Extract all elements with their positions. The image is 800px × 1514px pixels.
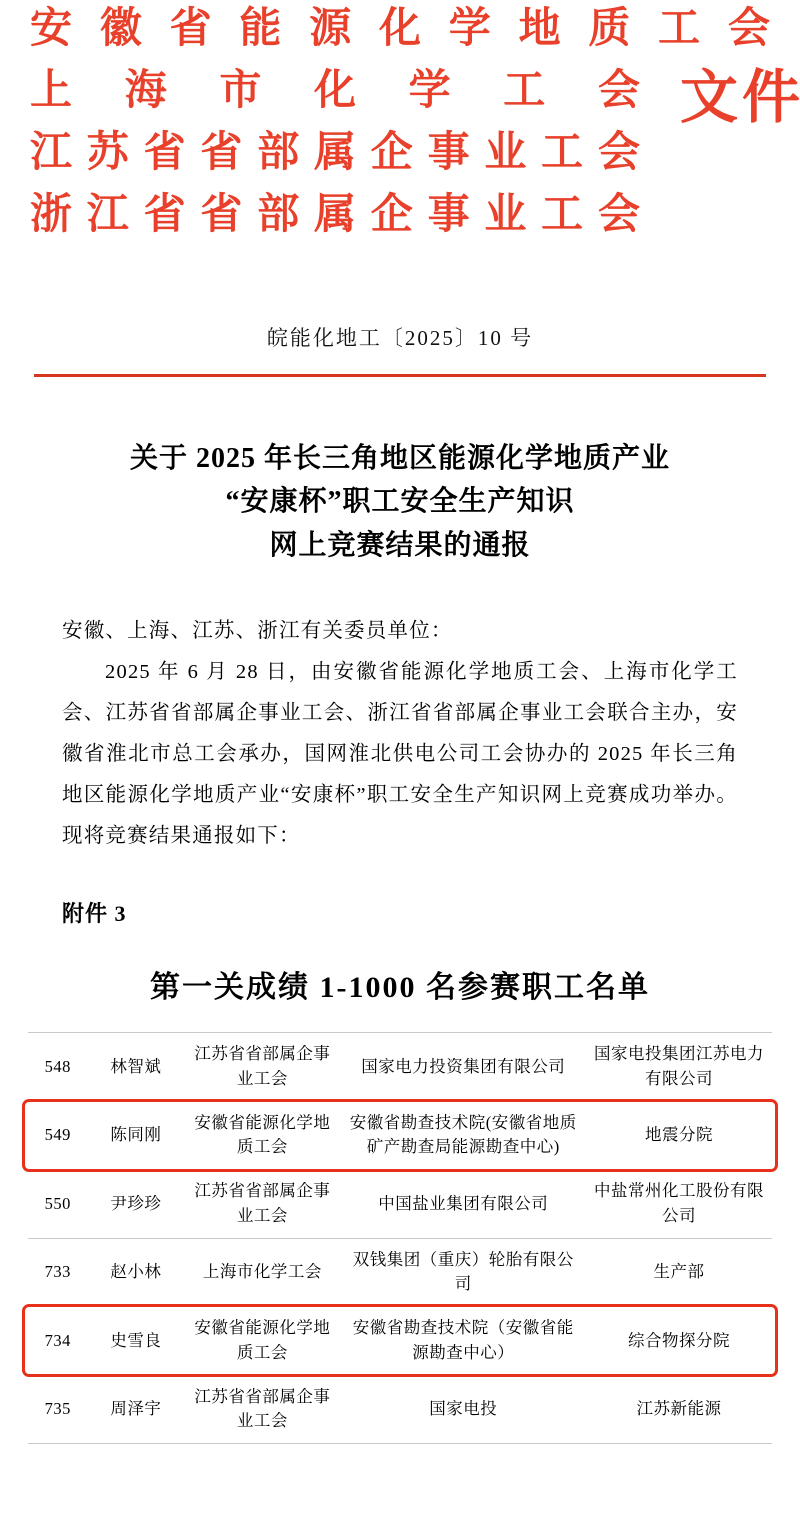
- cell-unit: 国家电投集团江苏电力有限公司: [586, 1033, 772, 1102]
- letterhead-char: 会: [597, 130, 640, 176]
- page-title-line: 网上竞赛结果的通报: [269, 529, 531, 561]
- cell-group: 安徽省勘查技术院（安徽省能源勘查中心）: [340, 1307, 586, 1376]
- letterhead-line-1: [30, 8, 770, 50]
- letterhead-char: 业: [484, 192, 527, 238]
- letterhead-line-2: [30, 70, 770, 112]
- letterhead-char: 事: [427, 192, 470, 238]
- letterhead-char: 徽: [99, 6, 142, 52]
- letterhead-char: 部: [257, 192, 300, 238]
- letterhead-row-4: [30, 194, 770, 256]
- red-divider-rule: [34, 374, 766, 377]
- document-number: 皖能化地工〔2025〕10 号: [266, 326, 534, 350]
- cell-union: 上海市化学工会: [184, 1238, 340, 1307]
- letterhead-char: 属: [313, 192, 356, 238]
- letterhead-char: 业: [484, 130, 527, 176]
- cell-group: 国家电投: [340, 1375, 586, 1444]
- letterhead-row-2: [30, 65, 770, 132]
- letterhead-char: 上: [30, 68, 73, 114]
- cell-unit: 生产部: [586, 1238, 772, 1307]
- letterhead-char: 化: [313, 68, 356, 114]
- table-row: [28, 1101, 772, 1170]
- cell-rank: 549: [28, 1101, 88, 1170]
- cell-group: 安徽省勘查技术院(安徽省地质矿产勘查局能源勘查中心): [340, 1101, 586, 1170]
- cell-rank: 735: [28, 1375, 88, 1444]
- cell-group: 中国盐业集团有限公司: [340, 1170, 586, 1239]
- letterhead-char: 海: [124, 68, 167, 114]
- letterhead-char: 会: [597, 68, 640, 114]
- cell-union: 安徽省能源化学地质工会: [184, 1307, 340, 1376]
- attachment-title: 第一关成绩 1-1000 名参赛职工名单: [150, 971, 650, 1005]
- cell-name: 尹珍珍: [88, 1170, 185, 1239]
- letterhead-char: 企: [370, 130, 413, 176]
- letterhead-char: 学: [448, 6, 491, 52]
- cell-unit: 地震分院: [586, 1101, 772, 1170]
- page-title: [90, 437, 710, 567]
- cell-unit: 中盐常州化工股份有限公司: [586, 1170, 772, 1239]
- table-row: [28, 1238, 772, 1307]
- letterhead-char: 质: [588, 6, 631, 52]
- roster-table-wrap: [28, 1032, 772, 1444]
- letterhead-stamp-char: 件: [741, 65, 800, 130]
- letterhead: [0, 0, 800, 256]
- letterhead-char: 江: [30, 130, 73, 176]
- letterhead-char: 部: [257, 130, 300, 176]
- cell-group: 双钱集团（重庆）轮胎有限公司: [340, 1238, 586, 1307]
- cell-rank: 548: [28, 1033, 88, 1102]
- letterhead-char: 省: [169, 6, 212, 52]
- letterhead-char: 江: [86, 192, 129, 238]
- letterhead-char: 能: [239, 6, 282, 52]
- letterhead-line-3: [30, 132, 770, 174]
- letterhead-char: 工: [503, 68, 546, 114]
- letterhead-char: 省: [143, 192, 186, 238]
- cell-name: 陈同刚: [88, 1101, 185, 1170]
- letterhead-char: 化: [378, 6, 421, 52]
- cell-group: 国家电力投资集团有限公司: [340, 1033, 586, 1102]
- cell-unit: 江苏新能源: [586, 1375, 772, 1444]
- letterhead-char: 工: [541, 192, 584, 238]
- cell-rank: 550: [28, 1170, 88, 1239]
- cell-name: 赵小林: [88, 1238, 185, 1307]
- letterhead-row-1: [30, 8, 770, 70]
- roster-table: [28, 1032, 772, 1444]
- letterhead-char: 学: [408, 68, 451, 114]
- cell-rank: 734: [28, 1307, 88, 1376]
- table-row: [28, 1033, 772, 1102]
- page-title-line: “安康杯”职工安全生产知识: [225, 486, 575, 518]
- cell-name: 林智斌: [88, 1033, 185, 1102]
- letterhead-char: 浙: [30, 192, 73, 238]
- letterhead-char: 属: [313, 130, 356, 176]
- body-paragraph: 2025 年 6 月 28 日，由安徽省能源化学地质工会、上海市化学工会、江苏省省部属企事业工会、浙江省省部属企事业工会联合主办，安徽省淮北市总工会承办，国网淮北供电公司工会协办的 2025 年长三角地区能源化学地质产业“安康杯”职工安全生产知识网上竞赛成功举办。现将竞赛结果通报如下：: [62, 661, 738, 848]
- table-row: [28, 1170, 772, 1239]
- letterhead-char: 会: [727, 6, 770, 52]
- letterhead-char: 工: [541, 130, 584, 176]
- letterhead-char: 源: [309, 6, 352, 52]
- cell-unit: 综合物探分院: [586, 1307, 772, 1376]
- cell-union: 江苏省省部属企事业工会: [184, 1033, 340, 1102]
- letterhead-stamp-char: 文: [680, 65, 739, 130]
- letterhead-char: 苏: [86, 130, 129, 176]
- cell-union: 江苏省省部属企事业工会: [184, 1170, 340, 1239]
- letterhead-char: 安: [30, 6, 73, 52]
- attachment-label: 附件 3: [62, 901, 127, 927]
- cell-name: 史雪良: [88, 1307, 185, 1376]
- document-number-row: [0, 322, 800, 352]
- table-row: [28, 1375, 772, 1444]
- cell-rank: 733: [28, 1238, 88, 1307]
- letterhead-line-4: [30, 194, 770, 236]
- page-title-line: 关于 2025 年长三角地区能源化学地质产业: [129, 443, 670, 474]
- table-row: [28, 1307, 772, 1376]
- document-body: [62, 611, 738, 857]
- letterhead-char: 会: [597, 192, 640, 238]
- letterhead-char: 企: [370, 192, 413, 238]
- cell-name: 周泽宇: [88, 1375, 185, 1444]
- letterhead-row-3: [30, 132, 770, 194]
- letterhead-document-stamp: [680, 65, 800, 130]
- cell-union: 江苏省省部属企事业工会: [184, 1375, 340, 1444]
- letterhead-char: 事: [427, 130, 470, 176]
- letterhead-char: 省: [200, 192, 243, 238]
- letterhead-char: 工: [658, 6, 701, 52]
- letterhead-char: 省: [143, 130, 186, 176]
- letterhead-char: 市: [219, 68, 262, 114]
- body-salutation: 安徽、上海、江苏、浙江有关委员单位：: [62, 620, 453, 643]
- letterhead-char: 省: [200, 130, 243, 176]
- cell-union: 安徽省能源化学地质工会: [184, 1101, 340, 1170]
- letterhead-char: 地: [518, 6, 561, 52]
